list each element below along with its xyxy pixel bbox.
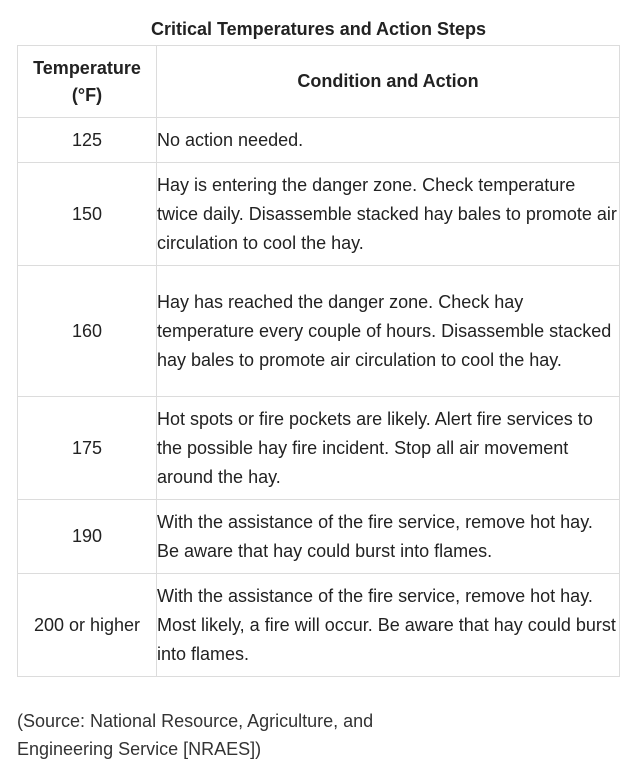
table-row xyxy=(18,500,620,574)
source-note: (Source: National Resource, Agriculture, and Engineering Service [NRAES]) xyxy=(17,711,374,759)
temperature-cell: 175 xyxy=(18,397,157,500)
column-header-condition: Condition and Action xyxy=(157,46,620,118)
temperature-cell: 190 xyxy=(18,500,157,574)
table-row xyxy=(18,266,620,397)
temperature-cell: 200 or higher xyxy=(18,574,157,677)
critical-temperatures-table xyxy=(17,45,620,677)
temperature-cell: 160 xyxy=(18,266,157,397)
column-header-temperature: Temperature (°F) xyxy=(18,46,157,118)
temperature-cell: 150 xyxy=(18,163,157,266)
temperature-cell: 125 xyxy=(18,118,157,163)
condition-cell: No action needed. xyxy=(157,118,620,163)
table-row xyxy=(18,118,620,163)
table-caption: Critical Temperatures and Action Steps xyxy=(150,19,487,39)
condition-cell: Hay has reached the danger zone. Check hay temperature every couple of hours. Disassemble stacked hay bales to promote air circulation to cool the hay. xyxy=(157,266,620,397)
condition-cell: With the assistance of the fire service, remove hot hay. Most likely, a fire will occur. Be aware that hay could burst into flames. xyxy=(157,574,620,677)
table-row xyxy=(18,574,620,677)
condition-cell: Hot spots or fire pockets are likely. Alert fire services to the possible hay fire incident. Stop all air movement around the hay. xyxy=(157,397,620,500)
table-header-row xyxy=(18,46,620,118)
condition-cell: Hay is entering the danger zone. Check temperature twice daily. Disassemble stacked hay bales to promote air circulation to cool the hay. xyxy=(157,163,620,266)
condition-cell: With the assistance of the fire service, remove hot hay. Be aware that hay could burst into flames. xyxy=(157,500,620,574)
table-row xyxy=(18,397,620,500)
table-row xyxy=(18,163,620,266)
